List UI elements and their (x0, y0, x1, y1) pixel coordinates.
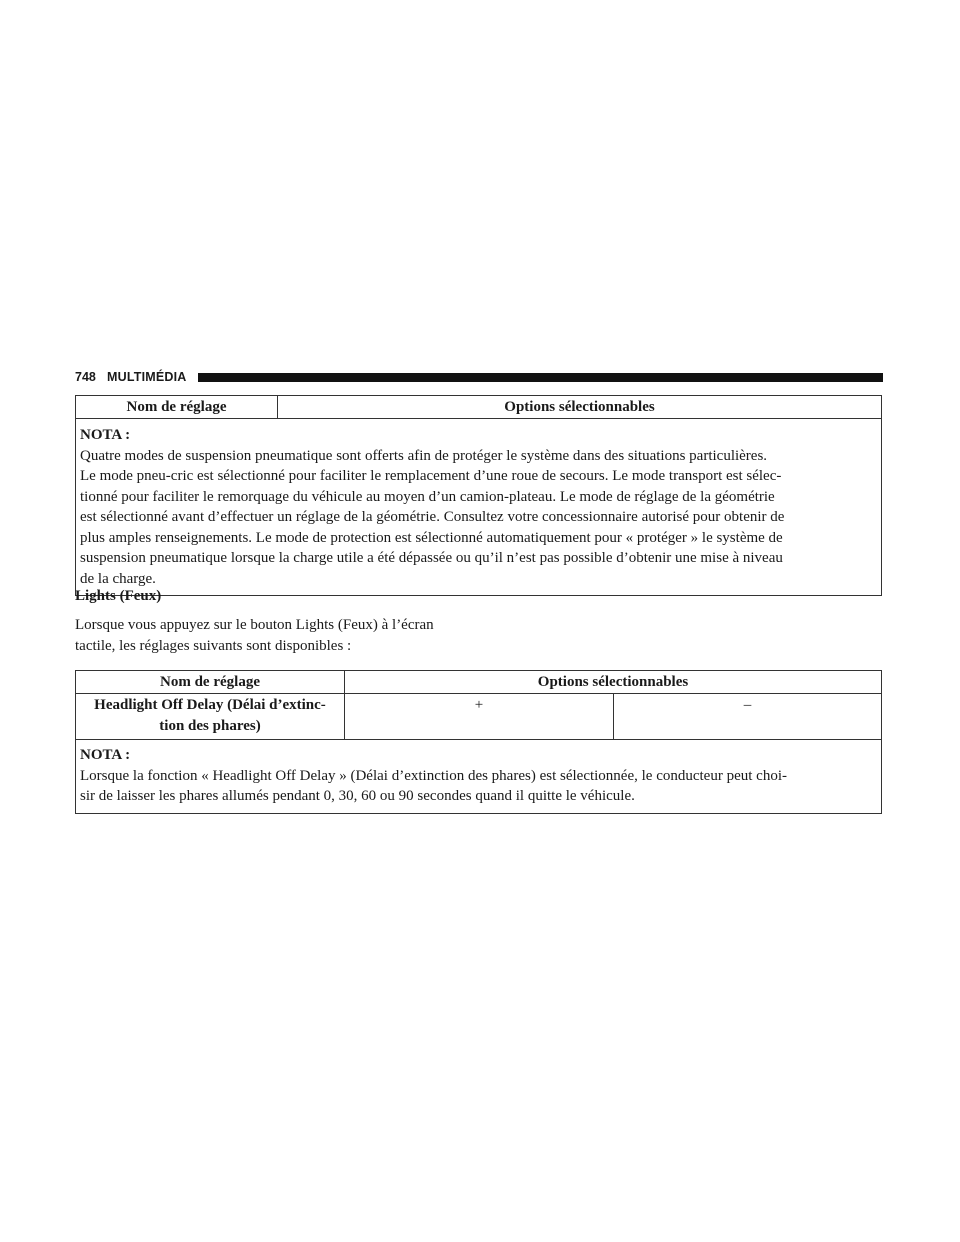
intro-line: tactile, les réglages suivants sont disponibles : (75, 637, 352, 654)
lights-intro-paragraph (75, 615, 434, 656)
column-header-options: Options sélectionnables (345, 671, 882, 694)
note-line: suspension pneumatique lorsque la charge utile a été dépassée ou qu’il n’est pas possible d’obtenir une mise à niveau (80, 550, 783, 566)
note-line: est sélectionné avant d’effectuer un réglage de la géométrie. Consultez votre concessionnaire autorisé pour obtenir de (80, 509, 785, 525)
table-row (76, 694, 882, 740)
note-line: Lorsque la fonction « Headlight Off Delay » (Délai d’extinction des phares) est sélectionnée, le conducteur peut choi- (80, 767, 787, 784)
option-minus: – (614, 694, 882, 740)
column-header-setting-name: Nom de réglage (76, 396, 278, 419)
column-header-options: Options sélectionnables (278, 396, 882, 419)
note-cell (76, 419, 882, 596)
air-suspension-settings-table (75, 395, 882, 596)
note-label: NOTA : (80, 427, 131, 443)
note-line: Quatre modes de suspension pneumatique sont offerts afin de protéger le système dans des situations particulières. (80, 447, 768, 464)
setting-name-headlight-off-delay (76, 694, 345, 740)
section-title: MULTIMÉDIA (107, 370, 187, 384)
setting-label-line: Headlight Off Delay (Délai d’extinc- (94, 697, 326, 713)
note-line: tionné pour faciliter le remorquage du véhicule au moyen d’un camion-plateau. Le mode de réglage de la géométrie (80, 488, 775, 505)
table-header-row (76, 396, 882, 419)
note-line: de la charge. (80, 570, 156, 587)
section-heading-lights: Lights (Feux) (75, 588, 162, 604)
note-line: plus amples renseignements. Le mode de protection est sélectionné automatiquement pour « protéger » le système de (80, 529, 783, 546)
note-line: sir de laisser les phares allumés pendant 0, 30, 60 ou 90 secondes quand il quitte le véhicule. (80, 788, 635, 804)
note-label: NOTA : (80, 747, 131, 763)
page-number: 748 (75, 370, 96, 384)
lights-settings-table (75, 670, 882, 814)
note-row (76, 419, 882, 596)
note-row (76, 740, 882, 814)
intro-line: Lorsque vous appuyez sur le bouton Lights (Feux) à l’écran (75, 617, 434, 633)
header-rule (198, 373, 883, 382)
note-cell (76, 740, 882, 814)
note-line: Le mode pneu-cric est sélectionné pour faciliter le remplacement d’une roue de secours. Le mode transport est sélec- (80, 468, 782, 484)
setting-label-line: tion des phares) (159, 717, 261, 734)
table-header-row (76, 671, 882, 694)
option-plus: + (345, 694, 614, 740)
column-header-setting-name: Nom de réglage (76, 671, 345, 694)
page-header (75, 367, 883, 387)
